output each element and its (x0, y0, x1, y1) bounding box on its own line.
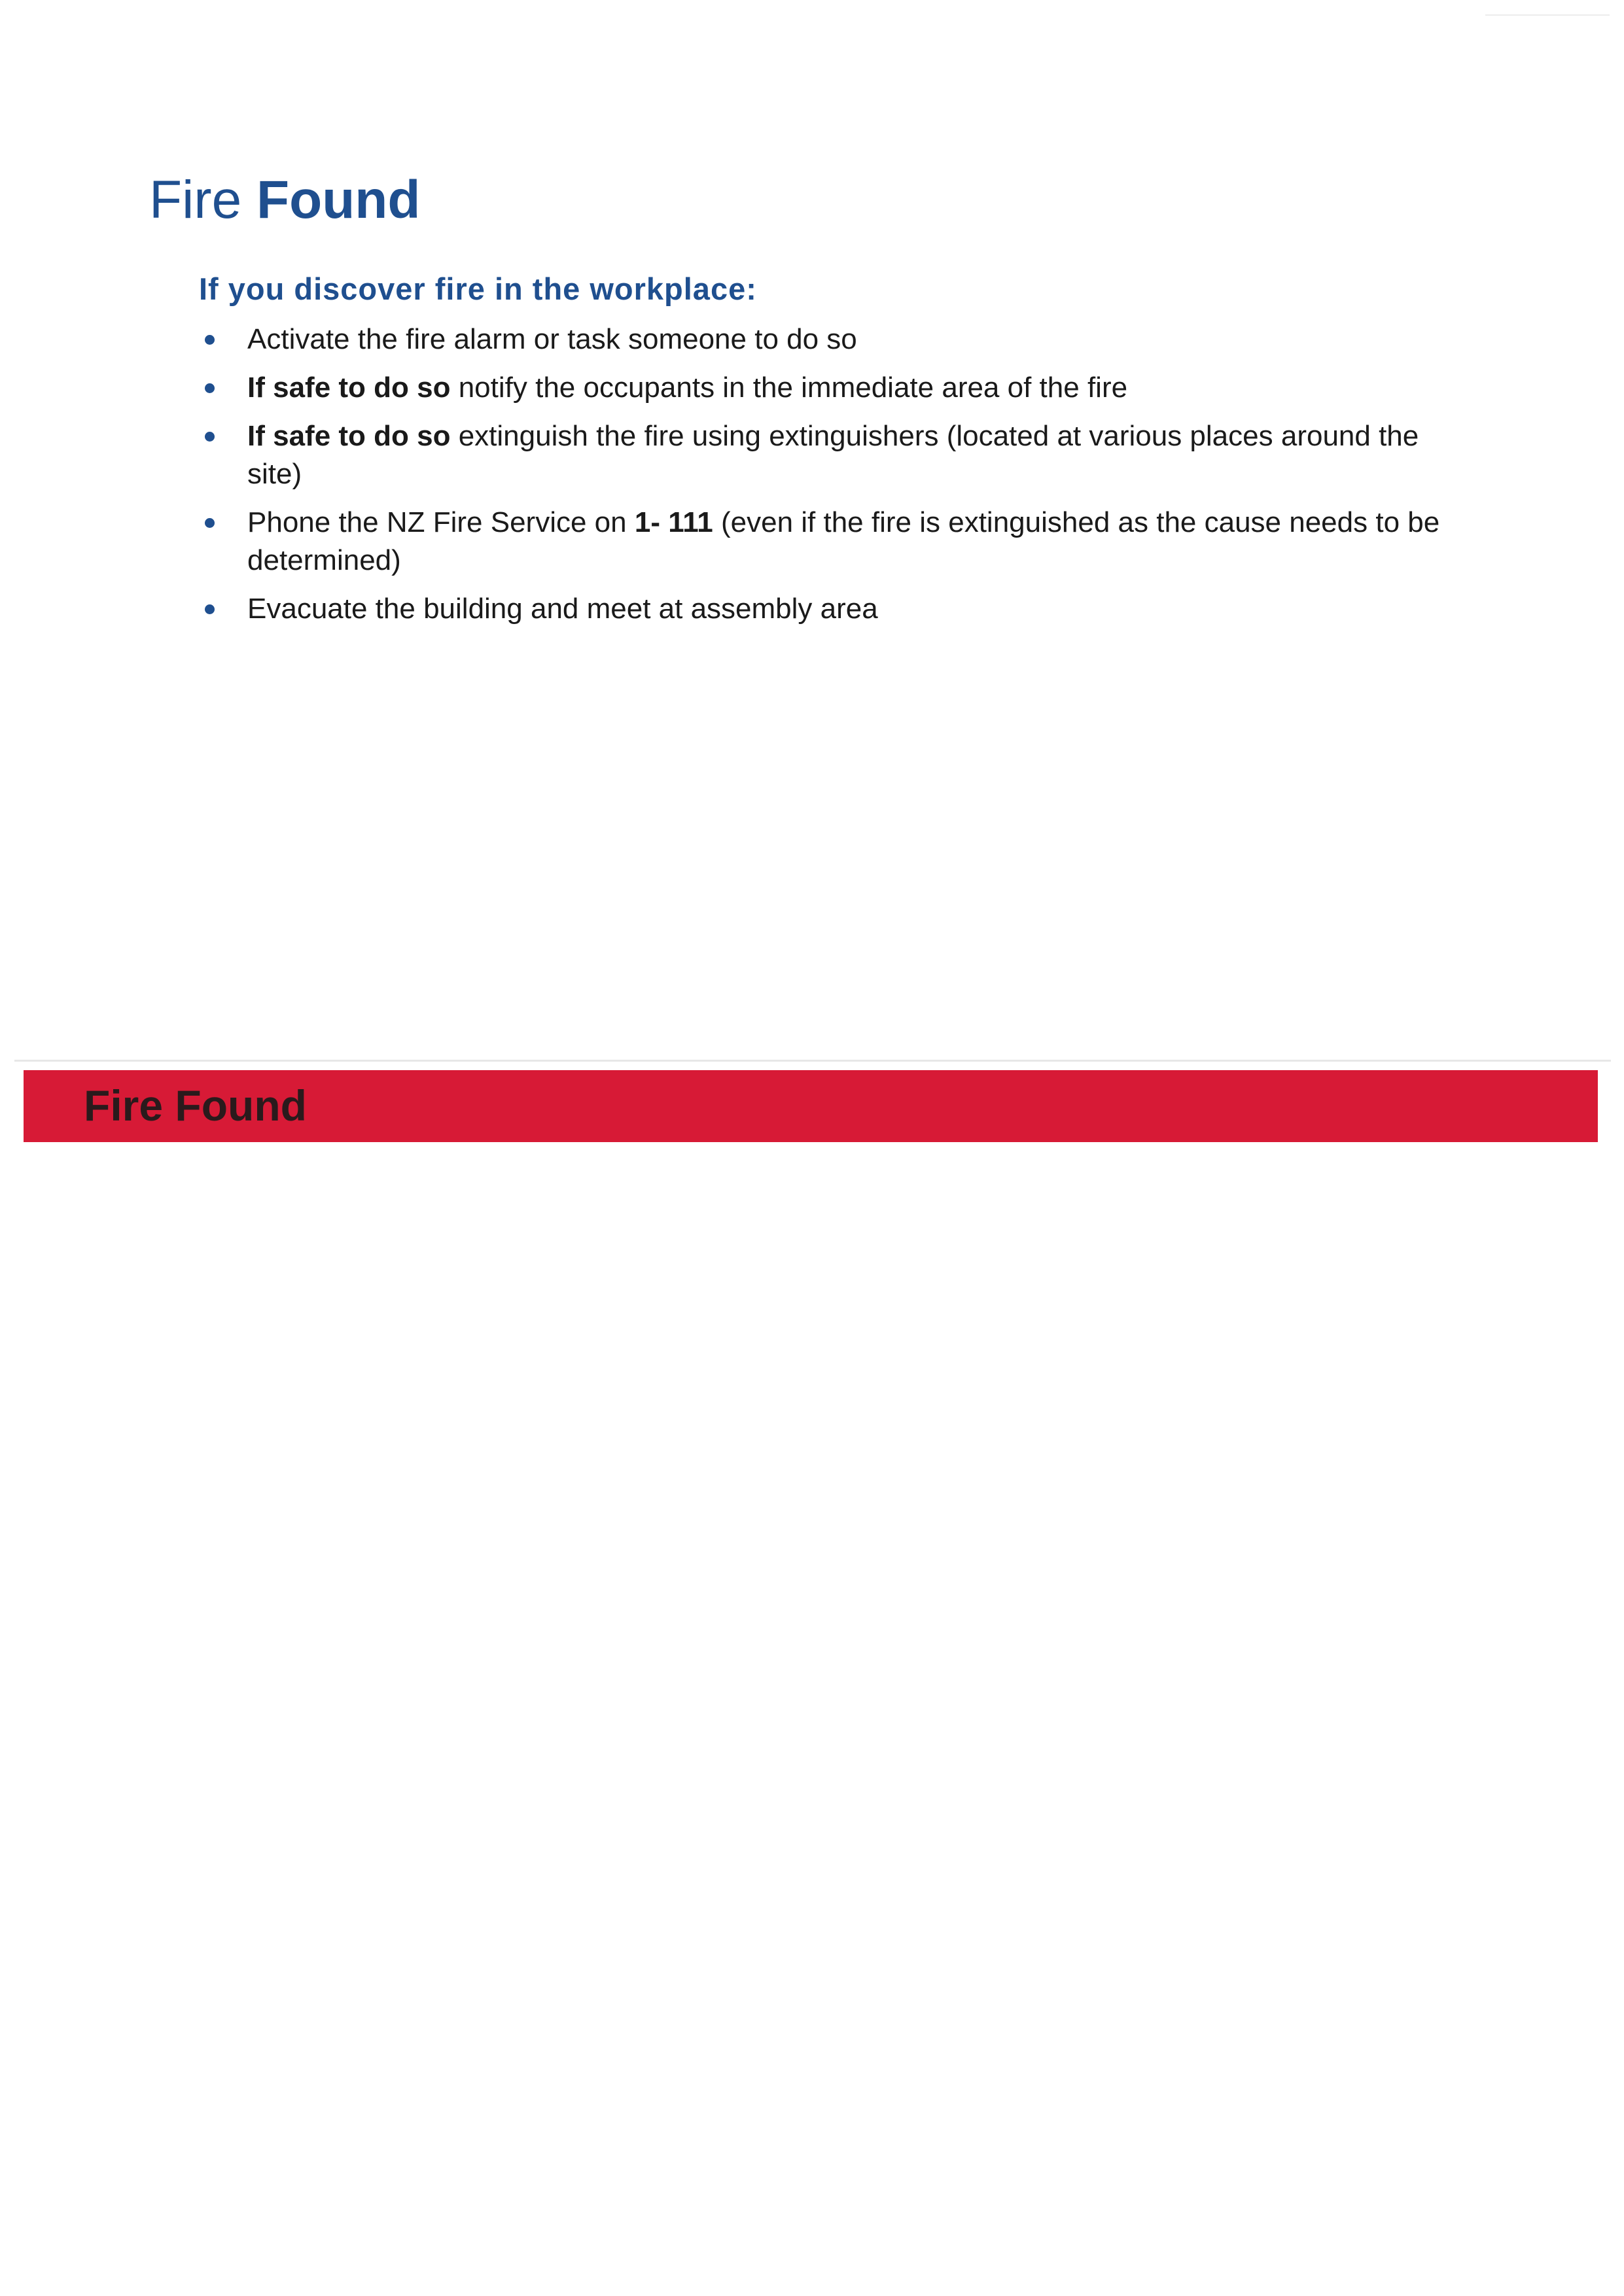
list-item-text: Evacuate the building and meet at assembly area (247, 593, 878, 625)
list-item-bold-prefix: If safe to do so (247, 372, 451, 404)
banner-label: Fire Found (84, 1081, 307, 1130)
bullet-icon (205, 383, 215, 393)
section-subheading: If you discover fire in the workplace: (199, 271, 757, 306)
title-regular: Fire (149, 170, 242, 230)
list-item-bold-prefix: If safe to do so (247, 420, 451, 452)
instruction-list (196, 321, 1466, 638)
emergency-number: 1- 111 (634, 506, 713, 538)
list-item (196, 590, 1466, 628)
banner-top-rule (14, 1060, 1611, 1062)
bullet-icon (205, 604, 215, 614)
list-item-text: extinguish the fire using extinguishers (located at various places around the site) (247, 420, 1419, 490)
list-item-text-after: (even if the fire is extinguished as the cause needs to be determined) (247, 506, 1440, 576)
bullet-icon (205, 335, 215, 345)
list-item (196, 369, 1466, 407)
list-item-text: notify the occupants in the immediate area of the fire (450, 372, 1128, 404)
page-title (149, 169, 420, 232)
top-edge-rule (1485, 14, 1610, 16)
list-item-text: Activate the fire alarm or task someone to do so (247, 323, 857, 355)
list-item (196, 321, 1466, 358)
list-item-text-before: Phone the NZ Fire Service on (247, 506, 635, 538)
bullet-icon (205, 518, 215, 528)
bullet-icon (205, 432, 215, 442)
list-item (196, 417, 1466, 493)
list-item (196, 504, 1466, 580)
title-bold: Found (256, 170, 421, 230)
fire-found-banner (24, 1070, 1598, 1142)
